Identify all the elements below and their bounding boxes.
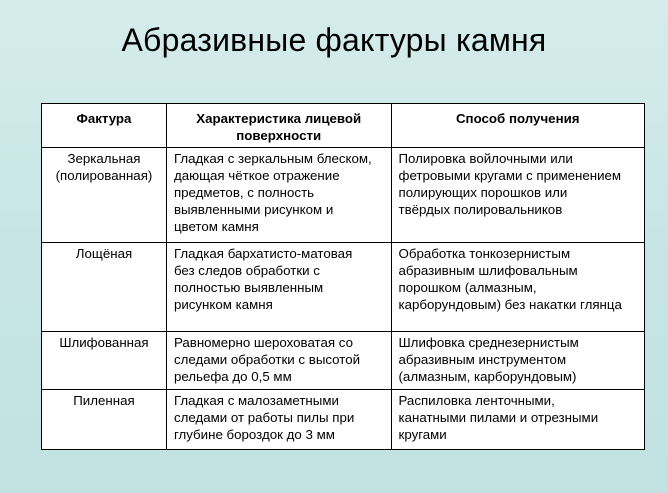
texture-cell: Пиленная (42, 390, 167, 450)
table-body (42, 148, 645, 450)
table-header (42, 104, 645, 148)
header-texture: Фактура (42, 104, 167, 148)
table-row (42, 390, 645, 450)
texture-cell: Шлифованная (42, 332, 167, 390)
slide-title: Абразивные фактуры камня (121, 22, 547, 58)
table-row (42, 243, 645, 332)
characteristic-cell: Гладкая с малозаметными следами от работы пилы при глубине бороздок до 3 мм (166, 390, 391, 450)
header-characteristic: Характеристика лицевой поверхности (166, 104, 391, 148)
table-row (42, 332, 645, 390)
texture-cell: Лощёная (42, 243, 167, 332)
table-row (42, 148, 645, 243)
method-cell: Обработка тонкозернистым абразивным шлифовальным порошком (алмазным, карборундовым) без накатки глянца (391, 243, 645, 332)
header-method: Способ получения (391, 104, 645, 148)
characteristic-cell: Равномерно шероховатая со следами обработки с высотой рельефа до 0,5 мм (166, 332, 391, 390)
characteristic-cell: Гладкая с зеркальным блеском, дающая чёткое отражение предметов, с полность выявленными рисунком и цветом камня (166, 148, 391, 243)
texture-cell: Зеркальная (полированная) (42, 148, 167, 243)
texture-table (41, 103, 645, 450)
characteristic-cell: Гладкая бархатисто-матовая без следов обработки с полностью выявленным рисунком камня (166, 243, 391, 332)
header-row (42, 104, 645, 148)
method-cell: Шлифовка среднезернистым абразивным инструментом (алмазным, карборундовым) (391, 332, 645, 390)
method-cell: Распиловка ленточными, канатными пилами и отрезными кругами (391, 390, 645, 450)
method-cell: Полировка войлочными или фетровыми кругами с применением полирующих порошков или твёрдых полировальников (391, 148, 645, 243)
